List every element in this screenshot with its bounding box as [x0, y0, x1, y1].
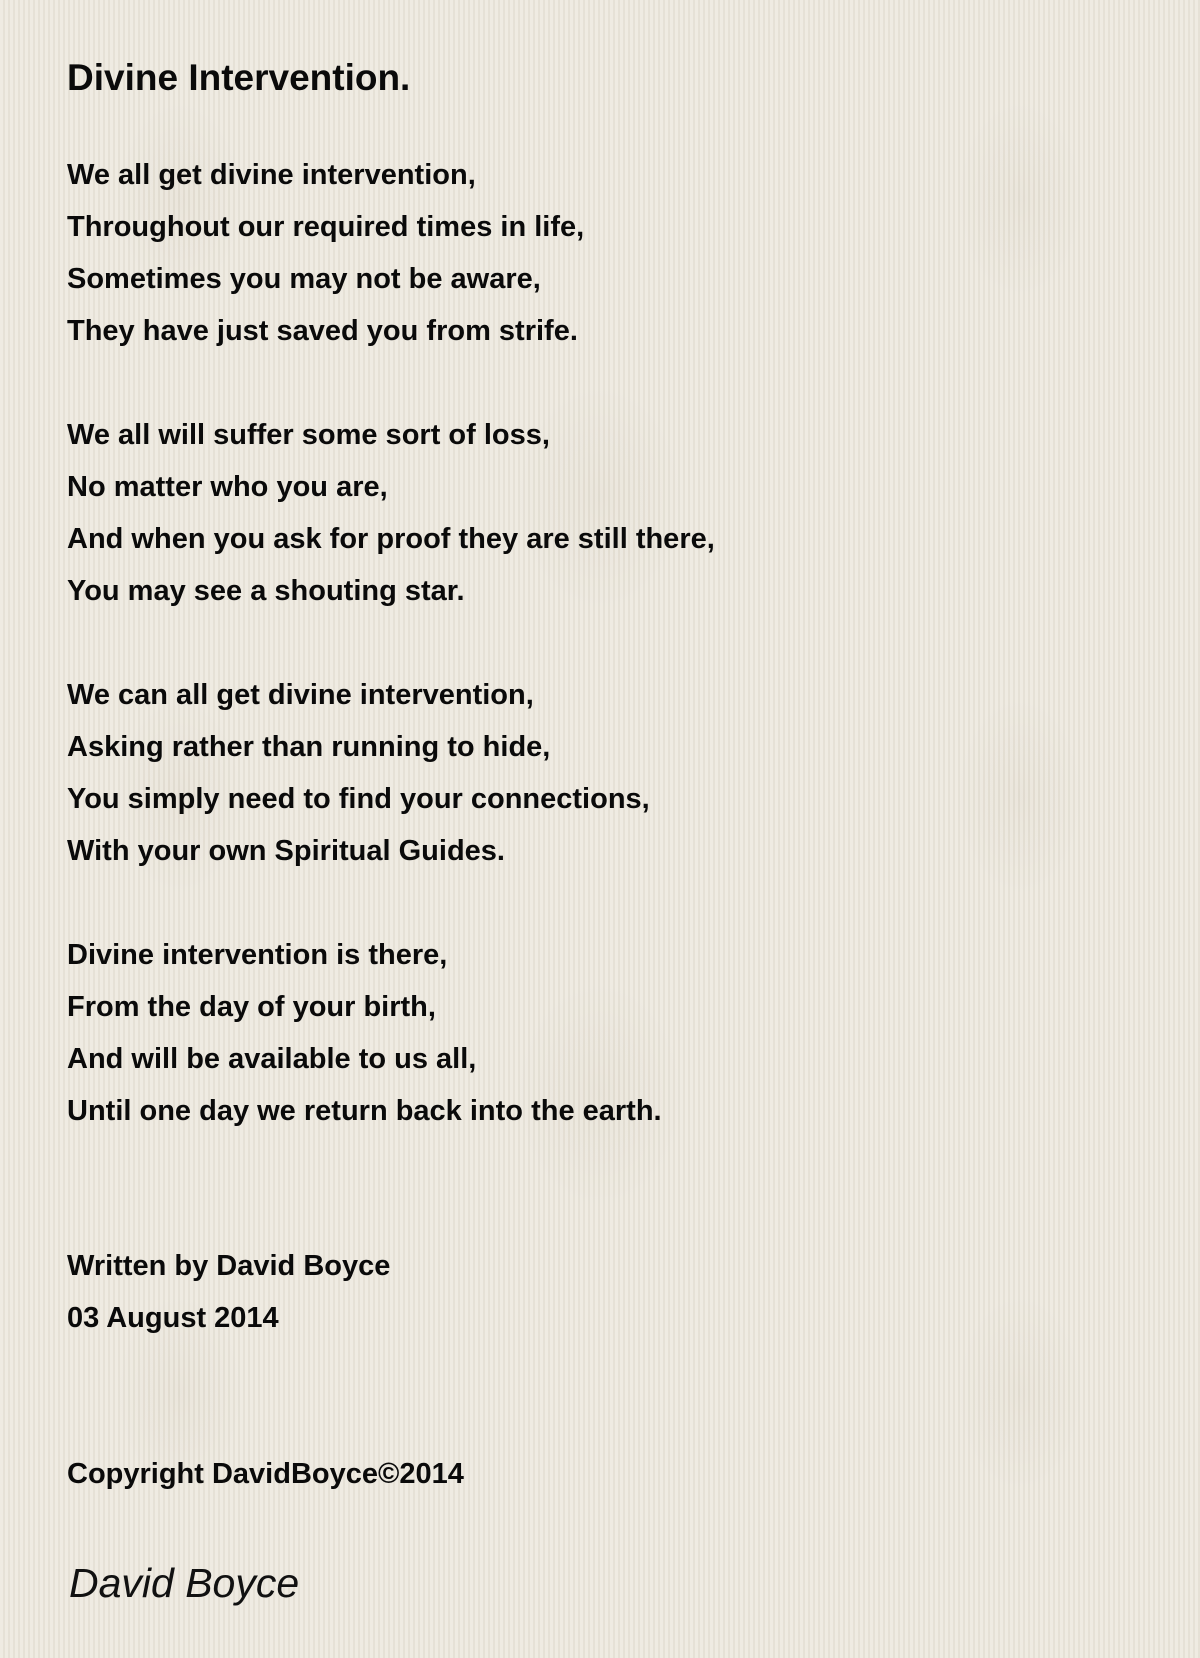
- poem-line: Asking rather than running to hide,: [67, 731, 551, 763]
- copyright-block: [67, 1448, 464, 1500]
- poem-line: We can all get divine intervention,: [67, 679, 534, 711]
- poem-line: And when you ask for proof they are still there,: [67, 523, 715, 555]
- poem-line: They have just saved you from strife.: [67, 315, 578, 347]
- poem-line: Divine intervention is there,: [67, 939, 448, 971]
- stanza-4: [67, 929, 662, 1137]
- poem-line: Throughout our required times in life,: [67, 211, 585, 243]
- stanza-2: [67, 409, 715, 617]
- copyright-text: Copyright DavidBoyce©2014: [67, 1458, 464, 1490]
- poem-line: You simply need to find your connections,: [67, 783, 650, 815]
- poem-line: No matter who you are,: [67, 471, 388, 503]
- poem-date: 03 August 2014: [67, 1302, 279, 1334]
- poem-title: Divine Intervention.: [67, 57, 411, 98]
- poem-line: From the day of your birth,: [67, 991, 436, 1023]
- poem-line: You may see a shouting star.: [67, 575, 465, 607]
- stanza-1: [67, 149, 584, 357]
- byline: [67, 1240, 390, 1344]
- poem-line: We all get divine intervention,: [67, 159, 476, 191]
- author-credit: Written by David Boyce: [67, 1250, 391, 1282]
- stanza-3: [67, 669, 650, 877]
- poem-line: And will be available to us all,: [67, 1043, 477, 1075]
- poem-line: Sometimes you may not be aware,: [67, 263, 541, 295]
- poem-line: With your own Spiritual Guides.: [67, 835, 505, 867]
- author-signature: David Boyce: [69, 1560, 300, 1606]
- poem-line: We all will suffer some sort of loss,: [67, 419, 550, 451]
- poem-line: Until one day we return back into the earth.: [67, 1095, 662, 1127]
